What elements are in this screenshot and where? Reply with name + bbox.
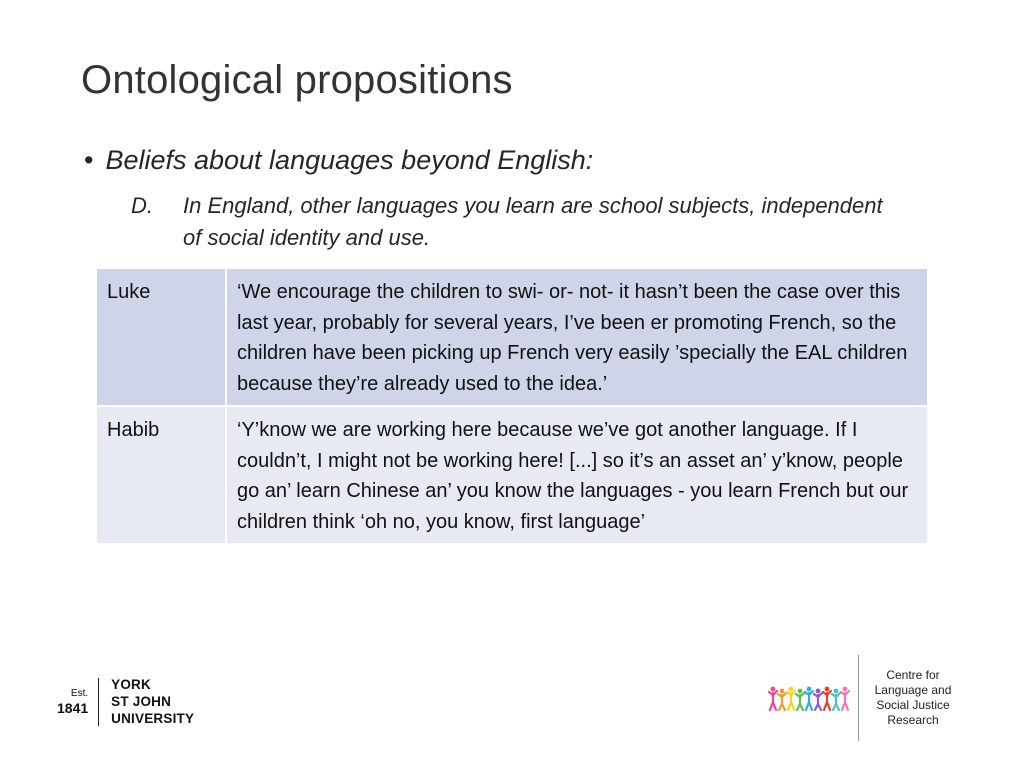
dancing-figure (805, 687, 813, 710)
speaker-quote: ‘We encourage the children to swi- or- not- it hasn’t been the case over this last year, probably for several years, I’ve been er promoting French, so the children have been picking up French very easily ’specially the EAL children because they’re already used to the idea.’ (226, 269, 927, 406)
bullet-marker: • (84, 145, 94, 175)
sub-item-text: In England, other languages you learn are school subjects, independent of social identity and use. (183, 193, 883, 250)
centre-name-line: Social Justice (876, 698, 950, 712)
sub-item-label: D. (131, 193, 153, 218)
university-name-line: YORK (111, 677, 151, 692)
york-st-john-logo (57, 676, 194, 727)
university-name-line: UNIVERSITY (111, 711, 195, 726)
centre-name-line: Centre for (886, 668, 940, 682)
dancing-figure (832, 689, 840, 710)
table-row (97, 269, 927, 406)
speaker-name: Luke (97, 269, 226, 406)
dancing-figure (796, 689, 804, 710)
university-name (111, 676, 194, 727)
centre-name (871, 668, 955, 728)
dancing-figure (823, 687, 831, 710)
table-row (97, 406, 927, 544)
speaker-quote: ‘Y’know we are working here because we’ve got another language. If I couldn’t, I might not be working here! [...] so it’s an asset an’ y’know, people go an’ learn Chinese an’ you know the languages - you learn French but our children think ‘oh no, you know, first language’ (226, 406, 927, 544)
centre-logo (768, 654, 955, 742)
logo-divider (858, 655, 859, 741)
university-name-line: ST JOHN (111, 694, 172, 709)
sub-item (131, 190, 891, 254)
dancing-figure (787, 687, 795, 710)
dancing-figure (769, 687, 777, 710)
dancing-figure (778, 689, 786, 710)
dancing-figure (841, 687, 849, 710)
est-year: 1841 (57, 699, 89, 716)
established-badge (57, 688, 88, 716)
centre-name-line: Research (887, 713, 939, 727)
centre-name-line: Language and (874, 683, 952, 697)
slide-title: Ontological propositions (81, 58, 513, 102)
quote-table (97, 269, 927, 545)
dancing-figure (814, 689, 822, 710)
est-label: Est. (70, 687, 89, 699)
speaker-name: Habib (97, 406, 226, 544)
bullet-item (84, 145, 593, 176)
bullet-text: Beliefs about languages beyond English: (105, 145, 594, 175)
dancing-figures-icon (768, 683, 852, 713)
logo-divider (98, 678, 99, 726)
